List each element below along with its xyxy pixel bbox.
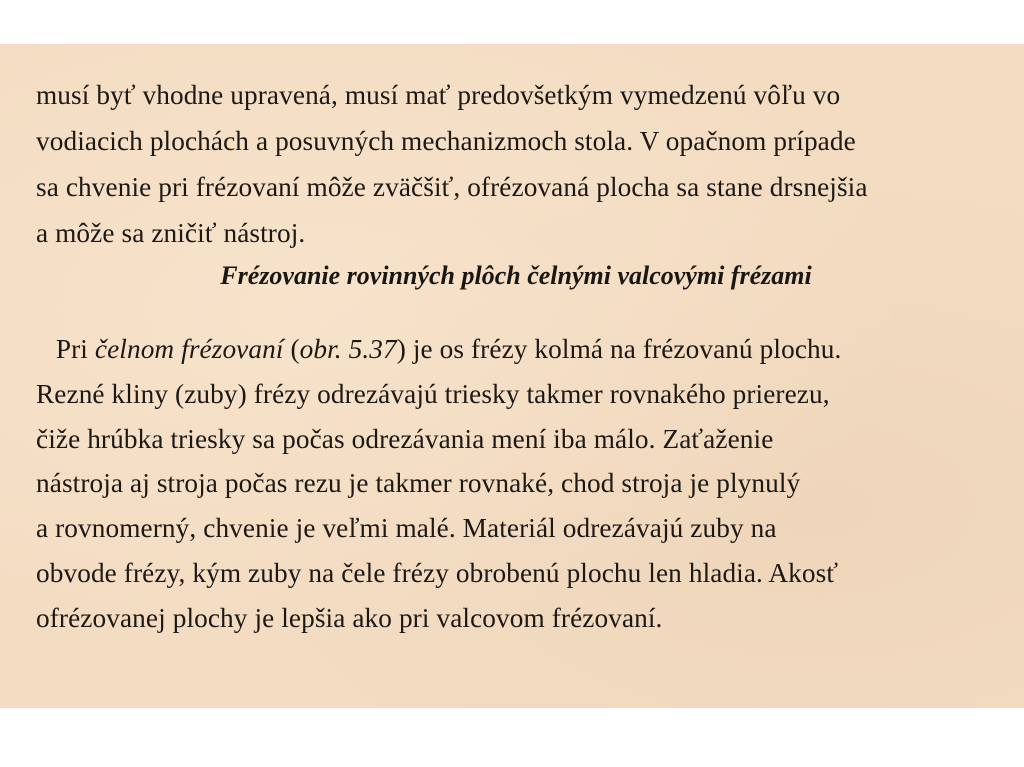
- paragraph-1-line-2: vodiacich plochách a posuvných mechanizmoch stola. V opačnom prípade: [36, 125, 856, 156]
- paragraph-2-line-4: nástroja aj stroja počas rezu je takmer rovnaké, chod stroja je plynulý: [36, 467, 801, 499]
- paragraph-2-line-7: ofrézovanej plochy je lepšia ako pri valcovom frézovaní.: [36, 601, 663, 633]
- term-celne-frezovanie: čelnom frézovaní: [94, 333, 284, 364]
- paragraph-2-line-1-paren: (: [283, 333, 300, 364]
- paragraph-1-line-4: a môže sa zničiť nástroj.: [36, 217, 306, 248]
- paragraph-2-line-1: [36, 327, 988, 372]
- paragraph-2-line-3: čiže hrúbka triesky sa počas odrezávania mení iba málo. Zaťaženie: [36, 422, 774, 454]
- paragraph-2-line-1-start: Pri: [55, 333, 95, 364]
- paragraph-2-line-2: Rezné kliny (zuby) frézy odrezávajú triesky takmer rovnakého prierezu,: [36, 377, 830, 409]
- paragraph-2-line-1-end: ) je os frézy kolmá na frézovanú plochu.: [396, 333, 842, 364]
- paragraph-1: [36, 72, 996, 256]
- section-heading: Frézovanie rovinných plôch čelnými valcovými frézami: [220, 261, 812, 290]
- paragraph-2-line-6: obvode frézy, kým zuby na čele frézy obrobenú plochu len hladia. Akosť: [36, 556, 839, 588]
- paragraph-1-line-3: sa chvenie pri frézovaní môže zväčšiť, ofrézovaná plocha sa stane drsnejšia: [36, 171, 868, 202]
- paragraph-1-line-1: musí byť vhodne upravená, musí mať predovšetkým vymedzenú vôľu vo: [36, 79, 841, 110]
- paragraph-2: [36, 327, 996, 641]
- paragraph-2-line-5: a rovnomerný, chvenie je veľmi malé. Materiál odrezávajú zuby na: [36, 512, 777, 544]
- figure-reference: obr. 5.37: [299, 333, 397, 364]
